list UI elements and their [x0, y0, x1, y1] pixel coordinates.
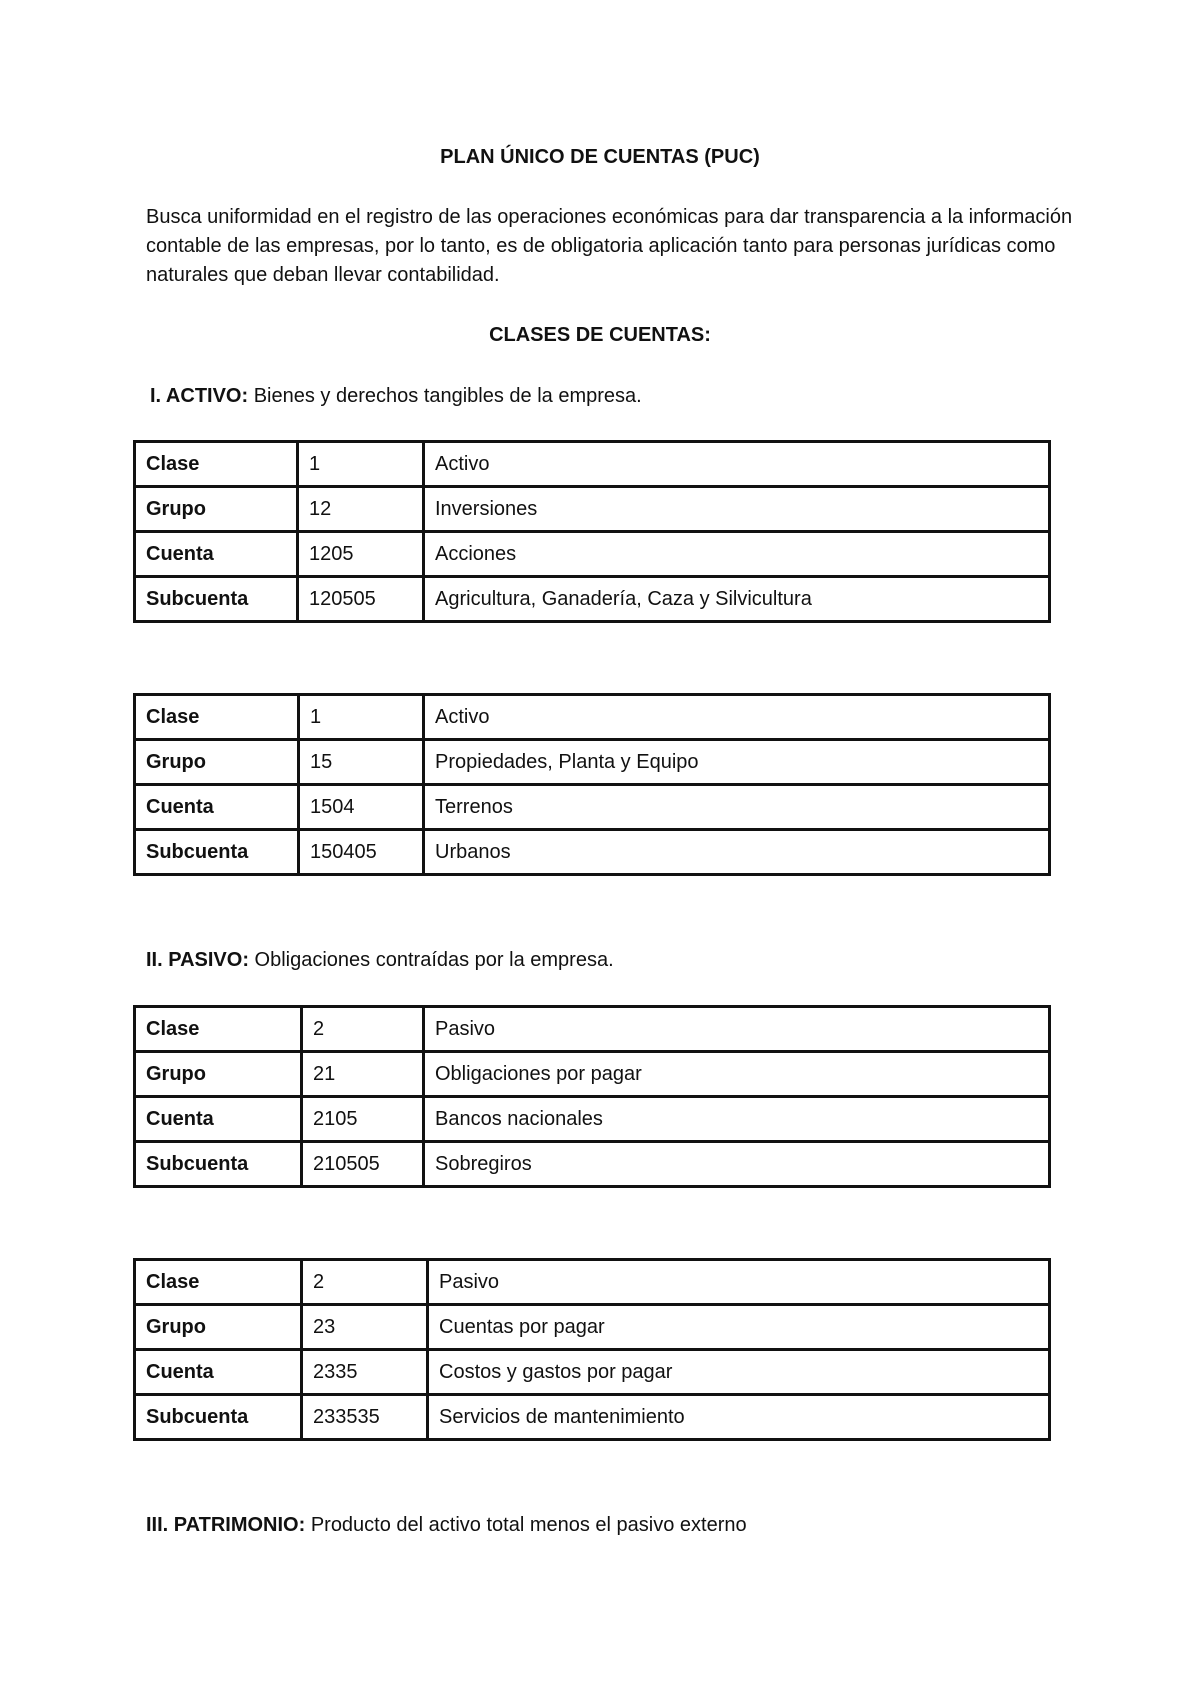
table-row [135, 1260, 1050, 1305]
account-table-2 [133, 693, 1051, 876]
table-row [135, 1007, 1050, 1052]
row-key: Grupo [135, 740, 299, 785]
section-pasivo-text: Obligaciones contraídas por la empresa. [254, 949, 614, 971]
row-code: 15 [299, 740, 424, 785]
row-name: Agricultura, Ganadería, Caza y Silvicultura [424, 577, 1050, 622]
account-table-4 [133, 1258, 1051, 1441]
row-code: 1205 [298, 532, 424, 577]
row-code: 233535 [302, 1395, 428, 1440]
table-row [135, 442, 1050, 487]
row-key: Clase [135, 1260, 302, 1305]
section-patrimonio [146, 1513, 747, 1537]
table-row [135, 1097, 1050, 1142]
row-key: Subcuenta [135, 1395, 302, 1440]
row-name: Pasivo [424, 1007, 1050, 1052]
table-row [135, 532, 1050, 577]
section-patrimonio-text: Producto del activo total menos el pasivo externo [310, 1514, 747, 1536]
row-code: 1 [299, 695, 424, 740]
row-code: 1504 [299, 785, 424, 830]
row-key: Clase [135, 442, 298, 487]
row-code: 21 [302, 1052, 424, 1097]
table-row [135, 1142, 1050, 1187]
row-code: 210505 [302, 1142, 424, 1187]
row-key: Subcuenta [135, 830, 299, 875]
row-key: Cuenta [135, 1097, 302, 1142]
table-row [135, 487, 1050, 532]
table-row [135, 695, 1050, 740]
row-code: 23 [302, 1305, 428, 1350]
row-code: 12 [298, 487, 424, 532]
row-name: Urbanos [424, 830, 1050, 875]
section-patrimonio-label: III. PATRIMONIO: [146, 1514, 306, 1536]
row-key: Subcuenta [135, 577, 298, 622]
row-name: Servicios de mantenimiento [428, 1395, 1050, 1440]
account-table-1 [133, 440, 1051, 623]
row-key: Grupo [135, 1305, 302, 1350]
row-key: Subcuenta [135, 1142, 302, 1187]
row-name: Activo [424, 695, 1050, 740]
row-name: Activo [424, 442, 1050, 487]
row-key: Cuenta [135, 1350, 302, 1395]
table-row [135, 1395, 1050, 1440]
section-activo-label: I. ACTIVO: [150, 385, 249, 407]
row-name: Cuentas por pagar [428, 1305, 1050, 1350]
row-key: Clase [135, 1007, 302, 1052]
row-code: 2 [302, 1007, 424, 1052]
row-name: Terrenos [424, 785, 1050, 830]
section-activo-text: Bienes y derechos tangibles de la empresa. [253, 385, 642, 407]
section-pasivo-label: II. PASIVO: [146, 949, 249, 971]
row-name: Pasivo [428, 1260, 1050, 1305]
row-name: Costos y gastos por pagar [428, 1350, 1050, 1395]
section-heading-clases: CLASES DE CUENTAS: [489, 324, 711, 346]
row-key: Grupo [135, 487, 298, 532]
intro-paragraph: Busca uniformidad en el registro de las operaciones económicas para dar transparencia a la información contable de las empresas, por lo tanto, es de obligatoria aplicación tanto para personas jurídicas como naturales que deban llevar contabilidad. [146, 206, 1073, 286]
section-activo [150, 384, 642, 408]
table-row [135, 1350, 1050, 1395]
row-key: Cuenta [135, 785, 299, 830]
document-title: PLAN ÚNICO DE CUENTAS (PUC) [440, 146, 760, 168]
row-code: 2105 [302, 1097, 424, 1142]
table-row [135, 830, 1050, 875]
table-row [135, 785, 1050, 830]
table-row [135, 740, 1050, 785]
row-key: Grupo [135, 1052, 302, 1097]
row-code: 2 [302, 1260, 428, 1305]
row-name: Sobregiros [424, 1142, 1050, 1187]
row-name: Obligaciones por pagar [424, 1052, 1050, 1097]
row-key: Cuenta [135, 532, 298, 577]
row-code: 120505 [298, 577, 424, 622]
row-name: Acciones [424, 532, 1050, 577]
table-row [135, 1305, 1050, 1350]
row-name: Bancos nacionales [424, 1097, 1050, 1142]
row-code: 2335 [302, 1350, 428, 1395]
row-code: 1 [298, 442, 424, 487]
account-table-3 [133, 1005, 1051, 1188]
row-code: 150405 [299, 830, 424, 875]
table-row [135, 577, 1050, 622]
row-key: Clase [135, 695, 299, 740]
table-row [135, 1052, 1050, 1097]
row-name: Inversiones [424, 487, 1050, 532]
row-name: Propiedades, Planta y Equipo [424, 740, 1050, 785]
section-pasivo [146, 948, 614, 972]
